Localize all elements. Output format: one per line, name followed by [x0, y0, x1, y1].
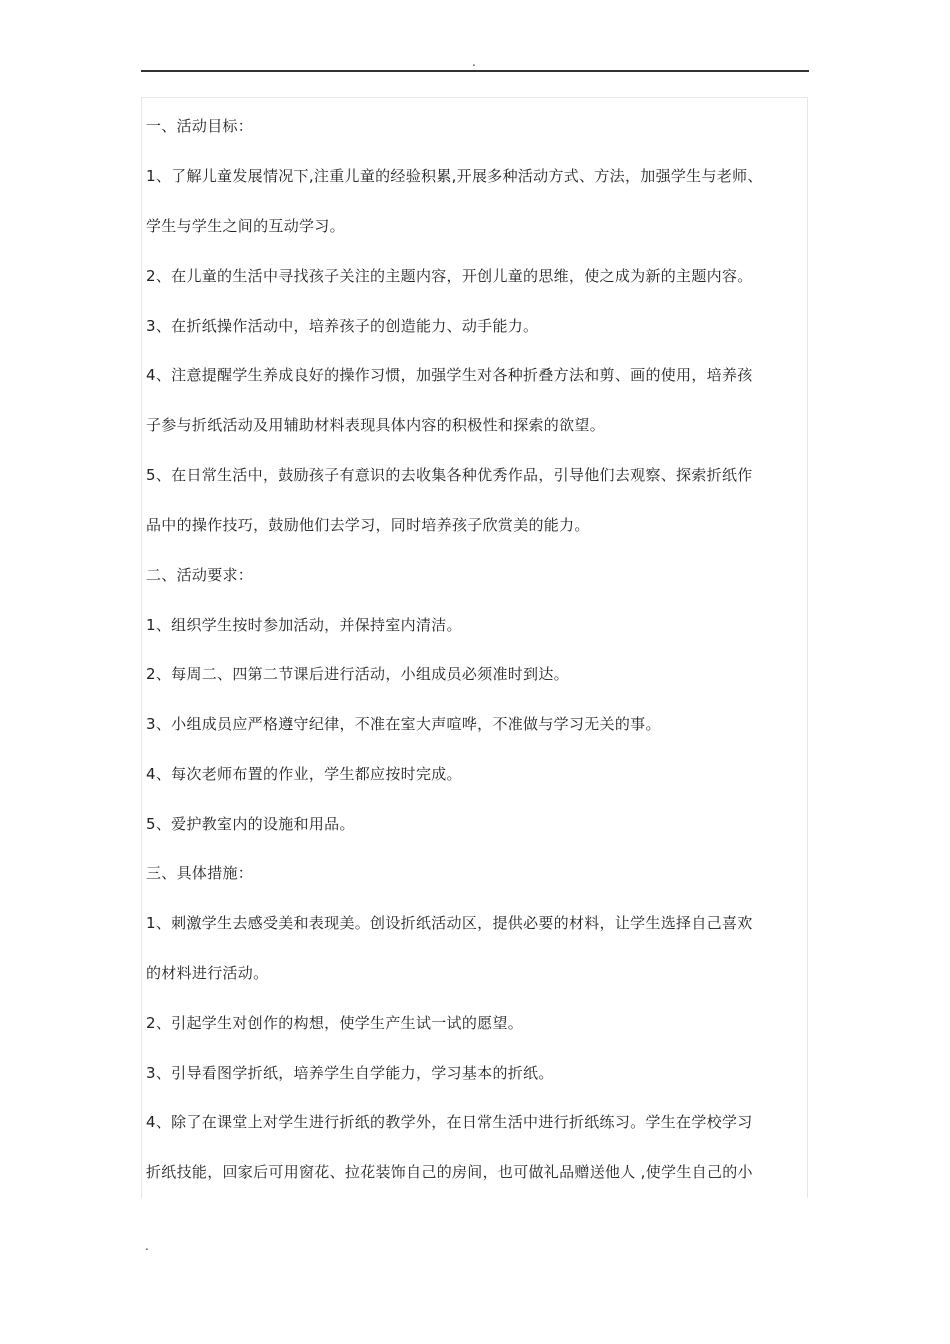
text-line: 3、小组成员应严格遵守纪律，不准在室大声喧哗，不准做与学习无关的事。	[146, 715, 661, 733]
text-line: 5、在日常生活中，鼓励孩子有意识的去收集各种优秀作品，引导他们去观察、探索折纸作	[146, 466, 753, 484]
text-line: 3、引导看图学折纸，培养学生自学能力，学习基本的折纸。	[146, 1064, 554, 1082]
text-line: 子参与折纸活动及用辅助材料表现具体内容的积极性和探索的欲望。	[146, 416, 606, 434]
document-body	[141, 97, 808, 1198]
text-line: 1、组织学生按时参加活动，并保持室内清洁。	[146, 616, 462, 634]
text-line: 学生与学生之间的互动学习。	[146, 217, 345, 235]
text-line: 1、了解儿童发展情况下,注重儿童的经验积累,开展多种活动方式、方法，加强学生与老师、	[146, 167, 763, 185]
text-line: 5、爱护教室内的设施和用品。	[146, 815, 355, 833]
section-heading-requirements: 二、活动要求：	[146, 566, 254, 584]
text-line: 1、刺激学生去感受美和表现美。创设折纸活动区，提供必要的材料，让学生选择自己喜欢	[146, 914, 753, 932]
text-line: 2、引起学生对创作的构想，使学生产生试一试的愿望。	[146, 1014, 524, 1032]
text-line: 4、注意提醒学生养成良好的操作习惯，加强学生对各种折叠方法和剪、画的使用，培养孩	[146, 366, 753, 384]
text-line: 2、每周二、四第二节课后进行活动，小组成员必须准时到达。	[146, 665, 569, 683]
text-line: 的材料进行活动。	[146, 964, 269, 982]
text-line: 3、在折纸操作活动中，培养孩子的创造能力、动手能力。	[146, 317, 539, 335]
footer-mark: .	[145, 1239, 149, 1253]
text-line: 4、除了在课堂上对学生进行折纸的教学外，在日常生活中进行折纸练习。学生在学校学习	[146, 1113, 753, 1131]
text-line: 2、在儿童的生活中寻找孩子关注的主题内容，开创儿童的思维，使之成为新的主题内容。	[146, 267, 753, 285]
text-line: 4、每次老师布置的作业，学生都应按时完成。	[146, 765, 462, 783]
text-line: 品中的操作技巧，鼓励他们去学习，同时培养孩子欣赏美的能力。	[146, 516, 590, 534]
text-line: 折纸技能，回家后可用窗花、拉花装饰自己的房间，也可做礼品赠送他人 ,使学生自己的小	[146, 1163, 753, 1181]
header-mark: .	[472, 55, 476, 69]
section-heading-measures: 三、具体措施：	[146, 864, 254, 882]
header-rule	[141, 70, 809, 72]
section-heading-goals: 一、活动目标：	[146, 117, 254, 135]
